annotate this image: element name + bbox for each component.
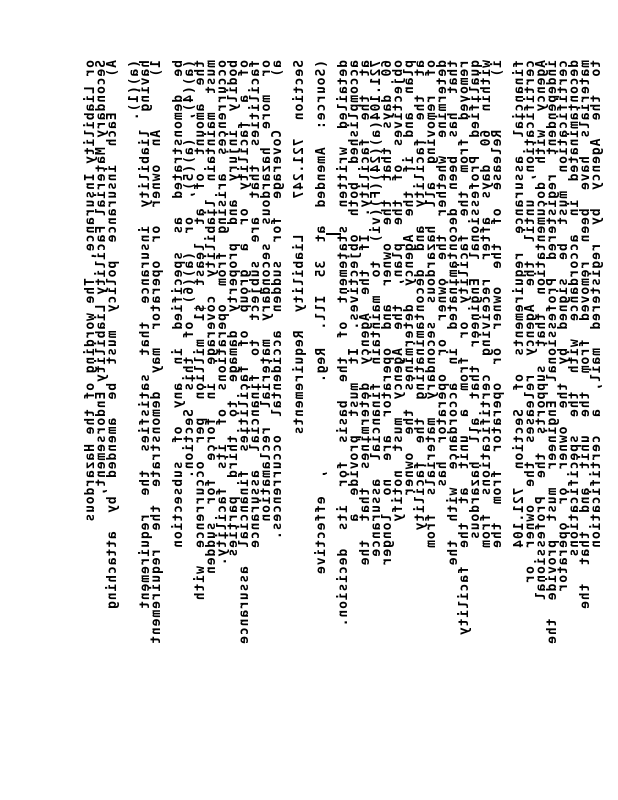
text-line: 1) An owner or operator may demonstrate the requirement xyxy=(149,60,164,645)
text-line: A) Each insurance policy must be amended by attaching xyxy=(105,60,120,610)
text-line: (a)(4), (a)(5), or (a)(6) of this Section. xyxy=(182,60,197,479)
text-line: removed from the facility or from a unit at the facility xyxy=(457,60,472,636)
text-line: objectives of the plan, the Agency must notify xyxy=(391,60,406,523)
text-line: must maintain liability coverage in force for sudden xyxy=(204,60,219,575)
text-line: be demonstrated as specified in any of subsection xyxy=(171,60,186,549)
text-line: a) Coverage for sudden accidental occurrences. xyxy=(270,60,285,540)
text-line: detailed written statement of the basis for its decision. xyxy=(336,60,351,628)
text-line: facilities that are subject to financial assurance xyxy=(248,60,263,549)
text-line: bodily injury and property damage to third parties xyxy=(226,60,241,558)
text-line: that has been decontaminated in accordance with the xyxy=(446,60,461,567)
text-line: within 60 days after receiving certifications from xyxy=(479,60,494,549)
text-line: determine whether the owner or operator has xyxy=(435,60,450,488)
text-line: materials have been removed from the unit and that the xyxy=(578,60,593,610)
text-line: qualified Professional Engineer that all hazardous xyxy=(468,60,483,540)
text-line: the amount of at least $1 million per occurrence with xyxy=(193,60,208,602)
text-line: to the Agency by registered mail, a certification xyxy=(589,60,604,549)
text-line: occurrences arising from operations of its facility. xyxy=(215,60,230,567)
text-line: accomplished both objectives. It must provide a xyxy=(347,60,362,523)
text-line: or Liability Insurance. The wording of the Hazardous xyxy=(83,60,98,523)
text-line: 721.104(a)(24)(F)(vi) to maintain financial assurance xyxy=(369,60,384,558)
text-line: independent registered Professional Engineer must provide the xyxy=(545,60,560,645)
text-line: plan and if the Agency determines the owner xyxy=(402,60,417,497)
text-line: Agency with documentation that supports the Professional xyxy=(534,60,549,602)
text-line: at the facility. If the Agency determines that the xyxy=(358,60,373,567)
text-line: i) Release of the owner or operator from the xyxy=(490,60,505,549)
text-line: decontaminated in accordance with the specifications xyxy=(567,60,582,558)
text-line: certification must be signed by the owner or operator xyxy=(556,60,571,593)
text-line: (Source: Amended at 35 Ill. Reg. , effective xyxy=(314,60,329,575)
text-line: (a)(1). xyxy=(127,60,142,122)
text-line: of removing all hazardous secondary materials from xyxy=(424,60,439,549)
text-line: financial assurance requirements of Section 721.104 xyxy=(512,60,527,549)
text-line: 60 days that the owner and operator are no longer xyxy=(380,60,395,567)
text-line: or more hazardous secondary material reclamation xyxy=(259,60,274,523)
rotated-text-block xyxy=(84,60,618,800)
text-line: at the facility and decontaminating the facility xyxy=(413,60,428,532)
text-line: having liability insurance that satisfies the requirement xyxy=(138,60,153,610)
text-line: Section 721.247 Liability Requirements xyxy=(292,60,307,436)
text-line: Secondary Material Facility Liability Endorsement, xyxy=(94,60,109,497)
text-line: certification, until the Agency releases the owner or xyxy=(523,60,538,584)
text-line: of a facility or a group of facilities financial assurance xyxy=(237,60,252,645)
